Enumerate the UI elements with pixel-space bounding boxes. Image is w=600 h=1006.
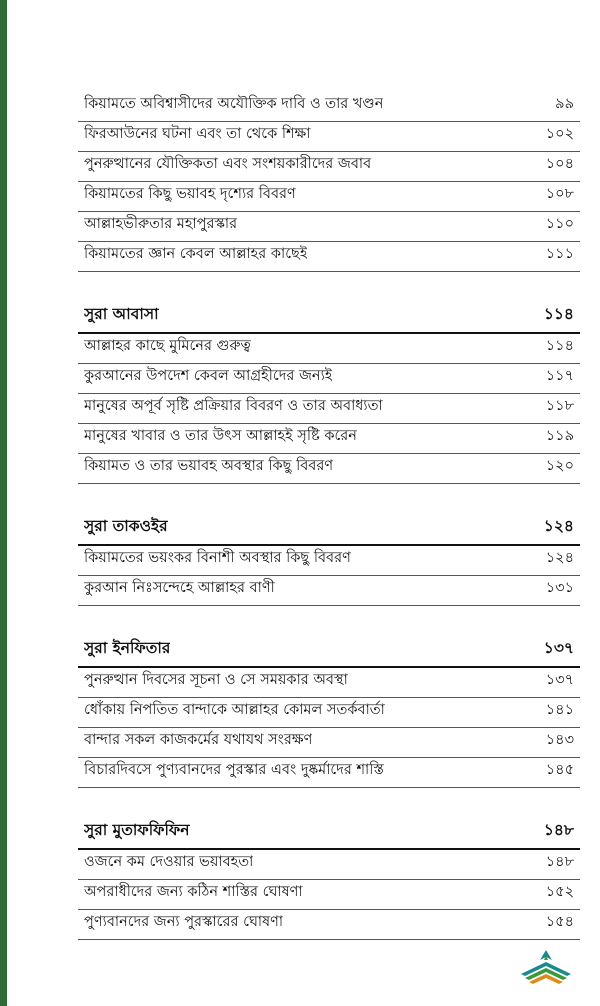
toc-entry[interactable] (78, 910, 580, 940)
toc-entry-title: কুরআনের উপদেশ কেবল আগ্রহীদের জন্যই (84, 368, 333, 384)
surah-heading[interactable] (78, 305, 580, 334)
toc-entry[interactable] (78, 334, 580, 364)
toc-entry-page: ১১৯ (545, 428, 574, 444)
toc-entry-page: ১২০ (545, 458, 574, 474)
toc-entry-title: ওজনে কম দেওয়ার ভয়াবহতা (84, 854, 254, 870)
toc-entry[interactable] (78, 212, 580, 242)
toc-entry[interactable] (78, 424, 580, 454)
toc-entry[interactable] (78, 182, 580, 212)
surah-title: সুরা ইনফিতার (84, 639, 171, 657)
toc-entry-title: মানুষের খাবার ও তার উৎস আল্লাহই সৃষ্টি করেন (84, 428, 357, 444)
surah-heading[interactable] (78, 517, 580, 546)
toc-entry-title: কিয়ামতের কিছু ভয়াবহ দৃশ্যের বিবরণ (84, 186, 296, 202)
surah-title: সুরা আবাসা (84, 305, 159, 323)
toc-entry[interactable] (78, 576, 580, 606)
toc-entry[interactable] (78, 850, 580, 880)
toc-entry-page: ১১৭ (545, 368, 574, 384)
toc-entry-page: ১২৪ (545, 550, 574, 566)
toc-entry-page: ১১১ (545, 246, 574, 262)
toc-entry-page: ১৪৫ (545, 762, 574, 778)
toc-entry-title: কুরআন নিঃসন্দেহে আল্লাহর বাণী (84, 580, 275, 596)
toc-entry[interactable] (78, 242, 580, 272)
surah-page-number: ১২৪ (543, 517, 574, 535)
toc-entry-title: আল্লাহর কাছে মুমিনের গুরুত্ব (84, 338, 251, 354)
surah-page-number: ১১৪ (543, 305, 574, 323)
toc-entry[interactable] (78, 152, 580, 182)
toc-entry[interactable] (78, 364, 580, 394)
toc-entry[interactable] (78, 668, 580, 698)
surah-page-number: ১৪৮ (543, 821, 574, 839)
toc-entry-title: কিয়ামতের জ্ঞান কেবল আল্লাহর কাছেই (84, 246, 308, 262)
surah-title: সুরা তাকওইর (84, 517, 168, 535)
toc-entry-page: ১০২ (545, 126, 574, 142)
toc-entry[interactable] (78, 880, 580, 910)
toc-entry-page: ১৩৭ (545, 672, 574, 688)
toc-entry[interactable] (78, 546, 580, 576)
surah-heading[interactable] (78, 821, 580, 850)
toc-entry-title: কিয়ামত ও তার ভয়াবহ অবস্থার কিছু বিবরণ (84, 458, 334, 474)
toc-entry-page: ১৫২ (545, 884, 574, 900)
publisher-logo-icon (515, 940, 577, 992)
surah-heading[interactable] (78, 639, 580, 668)
toc-entry-page: ১০৪ (545, 156, 574, 172)
toc-entry-title: পুনরুত্থানের যৌক্তিকতা এবং সংশয়কারীদের জবাব (84, 156, 372, 172)
toc-entry-title: আল্লাহভীরুতার মহাপুরস্কার (84, 216, 238, 232)
toc-entry-page: ৯৯ (555, 96, 574, 112)
page-edge-strip (0, 0, 7, 1006)
toc-entry-page: ১১৪ (545, 338, 574, 354)
toc-entry-page: ১৪৩ (545, 732, 574, 748)
toc-entry[interactable] (78, 728, 580, 758)
toc-entry-title: পুনরুত্থান দিবসের সূচনা ও সে সময়কার অবস্থা (84, 672, 348, 688)
toc-entry[interactable] (78, 454, 580, 484)
toc-entry-title: ধোঁকায় নিপতিত বান্দাকে আল্লাহর কোমল সতর্কবার্তা (84, 702, 385, 718)
toc-entry-page: ১১০ (545, 216, 574, 232)
toc-entry-page: ১৩১ (545, 580, 574, 596)
toc-entry-title: অপরাধীদের জন্য কঠিন শাস্তির ঘোষণা (84, 884, 303, 900)
toc-entry-title: মানুষের অপূর্ব সৃষ্টি প্রক্রিয়ার বিবরণ ও তার অবাধ্যতা (84, 398, 383, 414)
toc-entry-page: ১১৮ (545, 398, 574, 414)
toc-entry-page: ১৫৪ (545, 914, 574, 930)
surah-page-number: ১৩৭ (543, 639, 574, 657)
toc-entry-title: বান্দার সকল কাজকর্মের যথাযথ সংরক্ষণ (84, 732, 313, 748)
toc-entry[interactable] (78, 394, 580, 424)
toc-entry-page: ১৪৮ (545, 854, 574, 870)
toc-entry-page: ১০৮ (545, 186, 574, 202)
toc-entry-title: বিচারদিবসে পুণ্যবানদের পুরস্কার এবং দুষ্কর্মাদের শাস্তি (84, 762, 384, 778)
toc-entry-title: পুণ্যবানদের জন্য পুরস্কারের ঘোষণা (84, 914, 284, 930)
toc-entry[interactable] (78, 122, 580, 152)
toc-entry[interactable] (78, 758, 580, 788)
toc-entry-title: কিয়ামতে অবিশ্বাসীদের অযৌক্তিক দাবি ও তার খণ্ডন (84, 96, 384, 112)
toc-entry[interactable] (78, 698, 580, 728)
toc-entry-title: কিয়ামতের ভয়ংকর বিনাশী অবস্থার কিছু বিবরণ (84, 550, 351, 566)
surah-title: সুরা মুতাফফিফিন (84, 821, 190, 839)
toc-entry-title: ফিরআউনের ঘটনা এবং তা থেকে শিক্ষা (84, 126, 311, 142)
toc-entry-page: ১৪১ (545, 702, 574, 718)
toc-entry[interactable] (78, 92, 580, 122)
table-of-contents (78, 92, 580, 940)
